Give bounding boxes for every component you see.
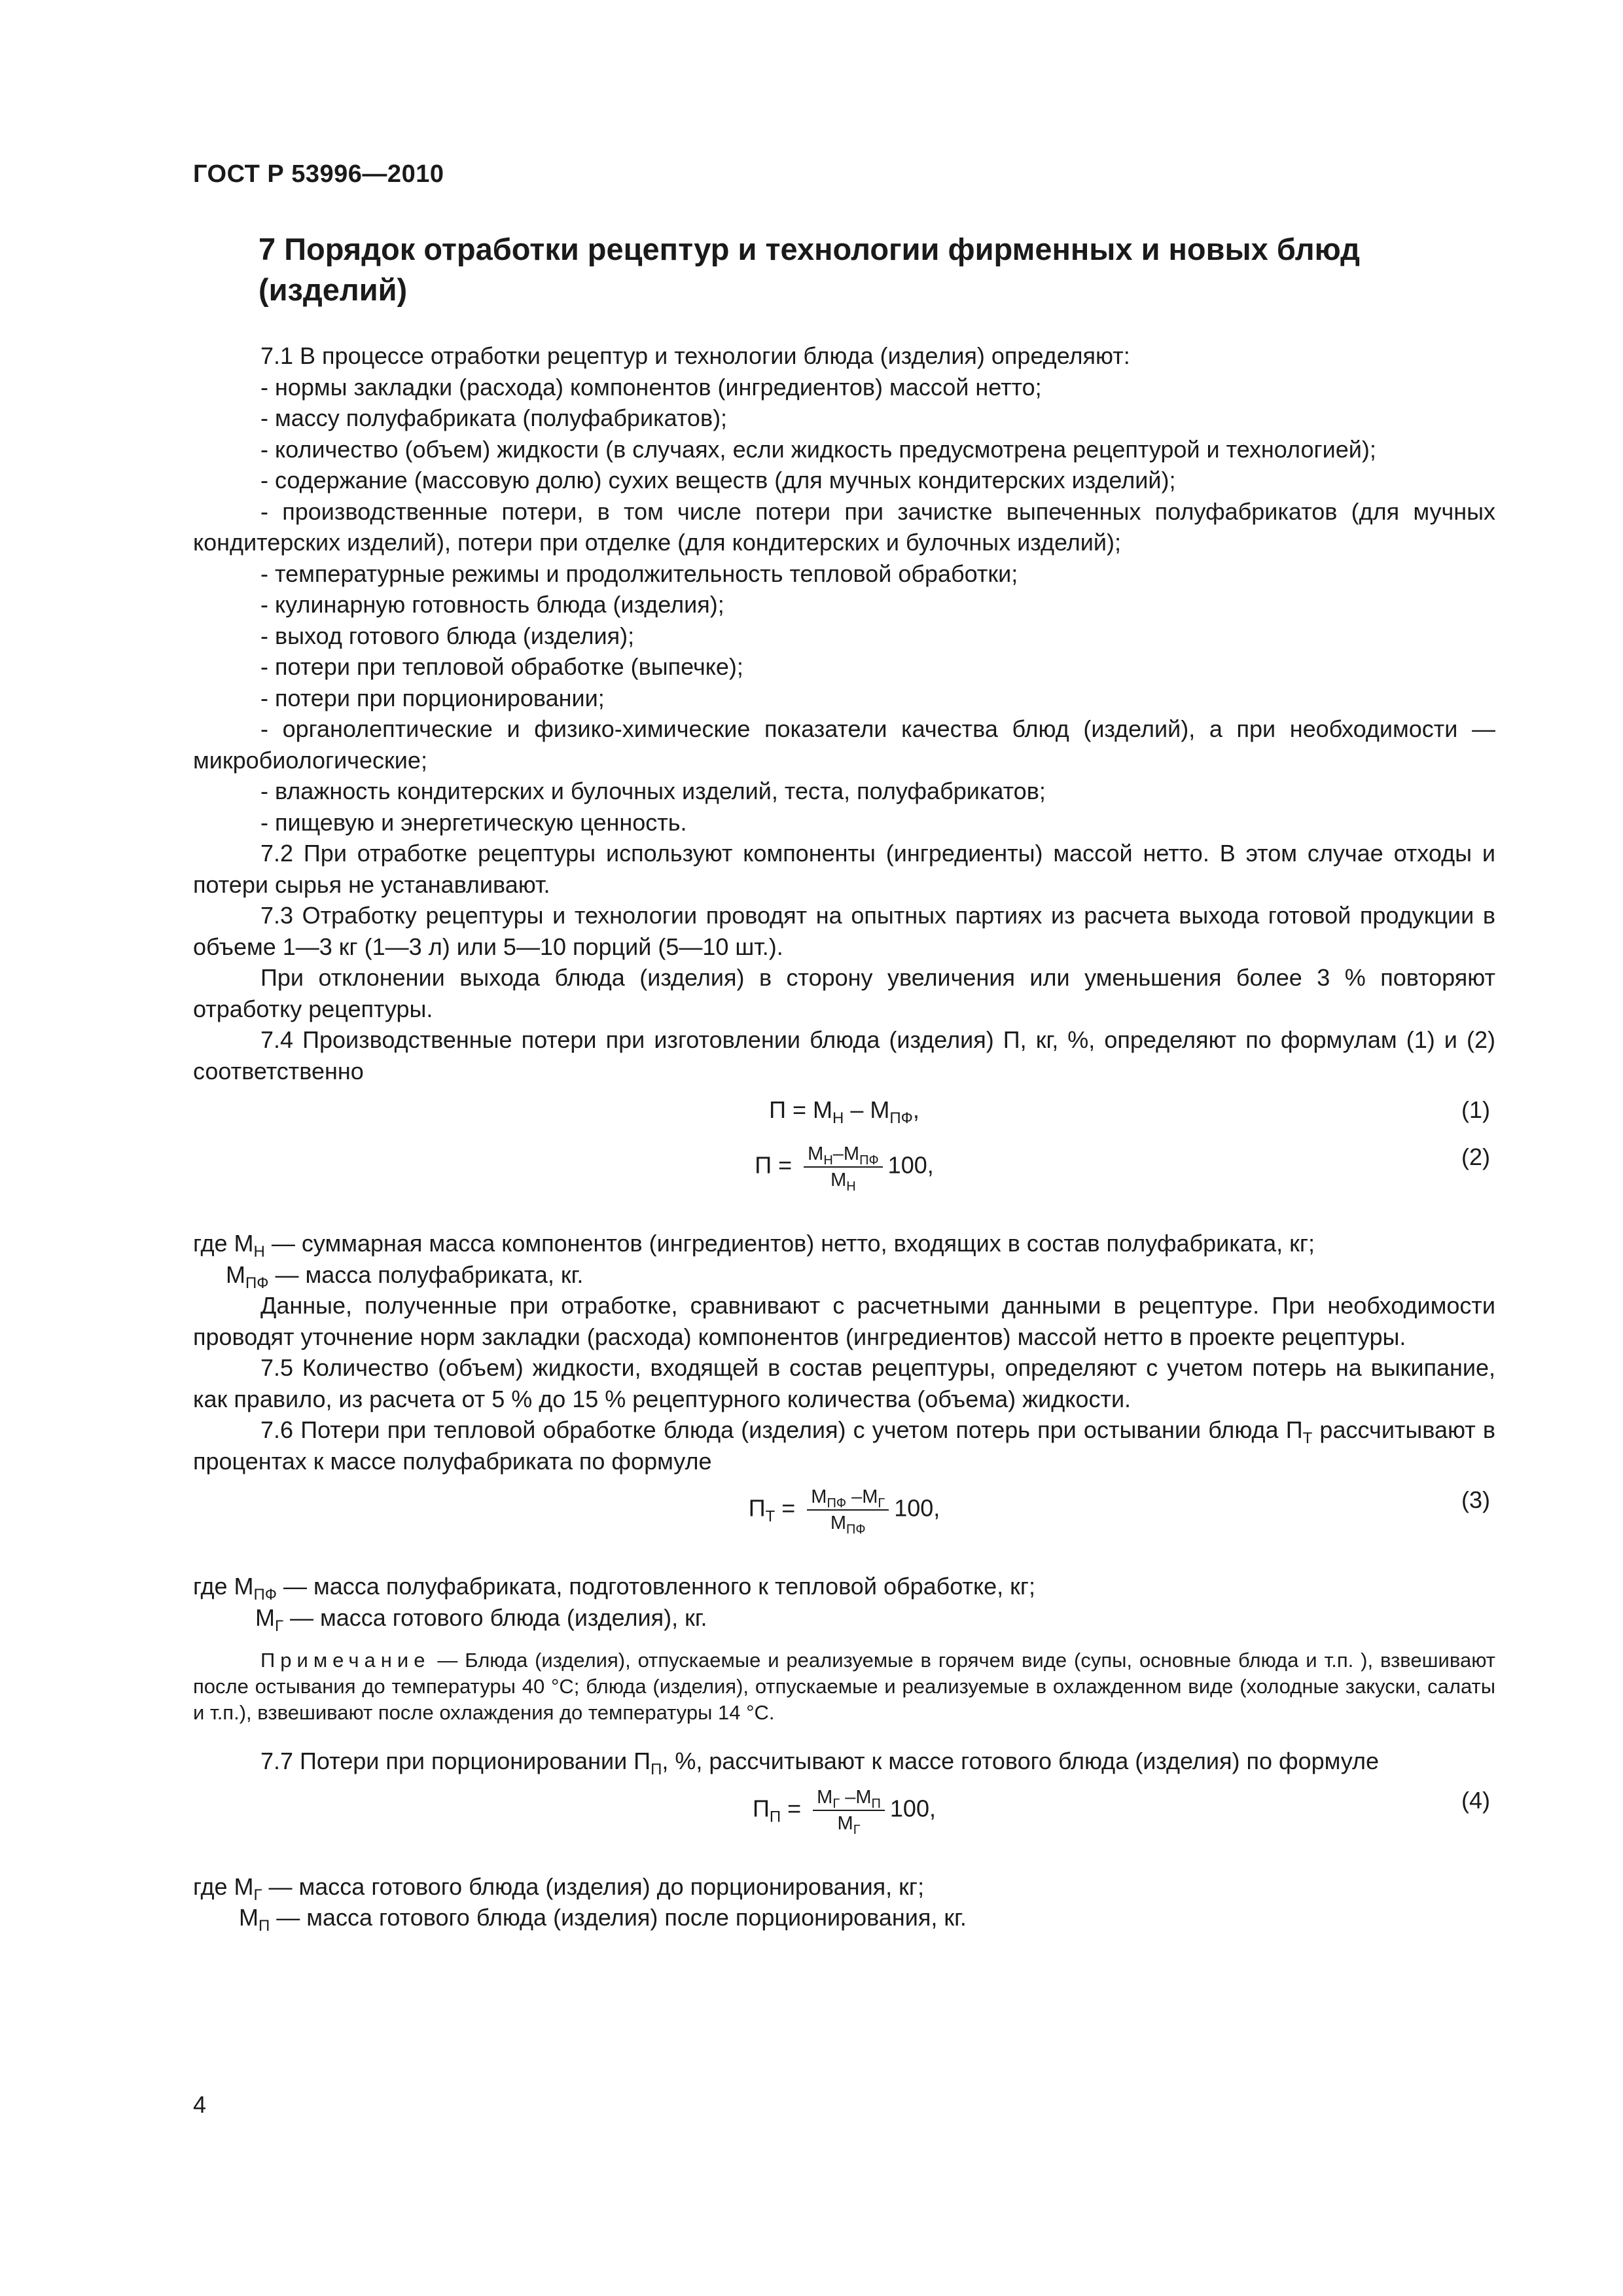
standard-designation: ГОСТ Р 53996—2010 — [193, 160, 444, 188]
formula-3-expression: $П_Т$ = $\frac{М_{ПФ} -М_Г}{М_{ПФ}}$ 100, — [193, 1484, 1495, 1535]
formula-4 — [193, 1785, 1495, 1863]
section-title: 7 Порядок отработки рецептур и технологии фирменных и новых блюд (изделий) — [259, 232, 1360, 307]
clause-7-3: 7.3 Отработку рецептуры и технологии проводят на опытных партиях из расчета выхода готовой продукции в объеме 1—3 кг (1—3 л) или 5—10 порций (5—10 шт.). — [193, 902, 1495, 960]
fraction-numerator: $М_Г$ $-М_П$ — [813, 1785, 885, 1811]
fraction-numerator: $М_Н-М_{ПФ}$ — [804, 1141, 883, 1168]
fraction-denominator: $М_Н$ — [830, 1170, 856, 1194]
document-body — [193, 340, 1495, 1933]
clause-7-4: 7.4 Производственные потери при изготовлении блюда (изделия) П, кг, %, определяют по формулам (1) и (2) соответственно — [193, 1026, 1495, 1085]
list-item: - кулинарную готовность блюда (изделия); — [260, 591, 724, 618]
list-item: - органолептические и физико-химические показатели качества блюд (изделий), а при необходимости — микробиологические; — [193, 715, 1495, 774]
fraction — [813, 1785, 885, 1836]
list-item: - влажность кондитерских и булочных изделий, теста, полуфабрикатов; — [260, 778, 1046, 804]
formula-4-expression: $П_П$ = $\frac{М_Г -М_П}{М_Г}$ 100, — [193, 1785, 1495, 1836]
list-item: - содержание (массовую долю) сухих веществ (для мучных кондитерских изделий); — [260, 467, 1176, 493]
clause-7-4-continuation: Данные, полученные при отработке, сравнивают с расчетными данными в рецептуре. При необходимости проводят уточнение норм закладки (расхода) компонентов (ингредиентов) массой нетто в проекте рецептуры. — [193, 1292, 1495, 1350]
fraction-denominator: $М_{ПФ}$ — [830, 1513, 866, 1537]
note-label: Примечание — [260, 1649, 431, 1672]
list-item: - потери при тепловой обработке (выпечке); — [260, 653, 743, 680]
fraction — [807, 1484, 889, 1535]
formula-1 — [193, 1094, 1495, 1134]
note-text: — Блюда (изделия), отпускаемые и реализуемые в горячем виде (супы, основные блюда и т.п. ), взвешивают после остывания до температуры 40 °С; блюда (изделия), отпускаемые и реализуемые в охлажденном виде (холодные закуски, салаты и т.п.), взвешивают после охлаждения до температуры 14 °С. — [193, 1649, 1495, 1724]
list-item: - пищевую и энергетическую ценность. — [260, 808, 687, 836]
formula-2 — [193, 1141, 1495, 1220]
formula-3 — [193, 1484, 1495, 1563]
list-item: - массу полуфабриката (полуфабрикатов); — [260, 404, 728, 431]
clause-7-3-continuation: При отклонении выхода блюда (изделия) в сторону увеличения или уменьшения более 3 % повторяют отработку рецептуры. — [193, 964, 1495, 1022]
where-clause: где $М_Г$ — масса готового блюда (изделия) до порционирования, кг; — [193, 1873, 925, 1904]
fraction-denominator: $М_Г$ — [837, 1812, 861, 1837]
clause-7-6: 7.6 Потери при тепловой обработке блюда (изделия) с учетом потерь при остывании блюда $П_Т$ рассчитывают в процентах к массе полуфабриката по формуле — [193, 1416, 1496, 1475]
list-item: - количество (объем) жидкости (в случаях, если жидкость предусмотрена рецептурой и технологией); — [260, 435, 1376, 463]
where-clause: $М_П$ — масса готового блюда (изделия) после порционирования, кг. — [239, 1904, 967, 1935]
clause-7-1-intro: 7.1 В процессе отработки рецептур и технологии блюда (изделия) определяют: — [260, 342, 1130, 369]
list-item: - потери при порционировании; — [260, 684, 605, 711]
list-item: - выход готового блюда (изделия); — [260, 622, 635, 649]
clause-7-5: 7.5 Количество (объем) жидкости, входящей в состав рецептуры, определяют с учетом потерь на выкипание, как правило, из расчета от 5 % до 15 % рецептурного количества (объема) жидкости. — [193, 1354, 1495, 1412]
where-clause: где $М_Н$ — суммарная масса компонентов (ингредиентов) нетто, входящих в состав полуфабриката, кг; — [193, 1230, 1315, 1261]
page-number: 4 — [193, 2091, 207, 2118]
formula-number: (4) — [1461, 1786, 1490, 1814]
list-item: - производственные потери, в том числе потери при зачистке выпеченных полуфабрикатов (для мучных кондитерских изделий), потери при отделке (для кондитерских и булочных изделий); — [193, 497, 1495, 556]
where-clause: $М_Г$ — масса готового блюда (изделия), кг. — [255, 1604, 707, 1635]
clause-7-7: 7.7 Потери при порционировании $П_П$, %, рассчитывают к массе готового блюда (изделия) по формуле — [260, 1748, 1380, 1779]
note — [193, 1647, 1495, 1726]
formula-1-expression: $П = М_Н - М_{ПФ}$, — [769, 1096, 919, 1128]
formula-2-expression: П = $\frac{М_Н-М_{ПФ}}{М_Н}$ 100, — [193, 1141, 1495, 1193]
clause-7-2: 7.2 При отработке рецептуры используют компоненты (ингредиенты) массой нетто. В этом случае отходы и потери сырья не устанавливают. — [193, 840, 1495, 898]
formula-number: (3) — [1461, 1486, 1490, 1513]
list-item: - нормы закладки (расхода) компонентов (ингредиентов) массой нетто; — [260, 373, 1042, 401]
fraction-numerator: $М_{ПФ}$ $-М_Г$ — [807, 1484, 889, 1511]
formula-number: (1) — [1461, 1096, 1490, 1123]
list-item: - температурные режимы и продолжительность тепловой обработки; — [260, 560, 1018, 587]
formula-number: (2) — [1461, 1143, 1490, 1170]
fraction — [804, 1141, 883, 1193]
where-clause: $М_{ПФ}$ — масса полуфабриката, кг. — [226, 1261, 584, 1292]
where-clause: где $М_{ПФ}$ — масса полуфабриката, подготовленного к тепловой обработке, кг; — [193, 1573, 1036, 1604]
